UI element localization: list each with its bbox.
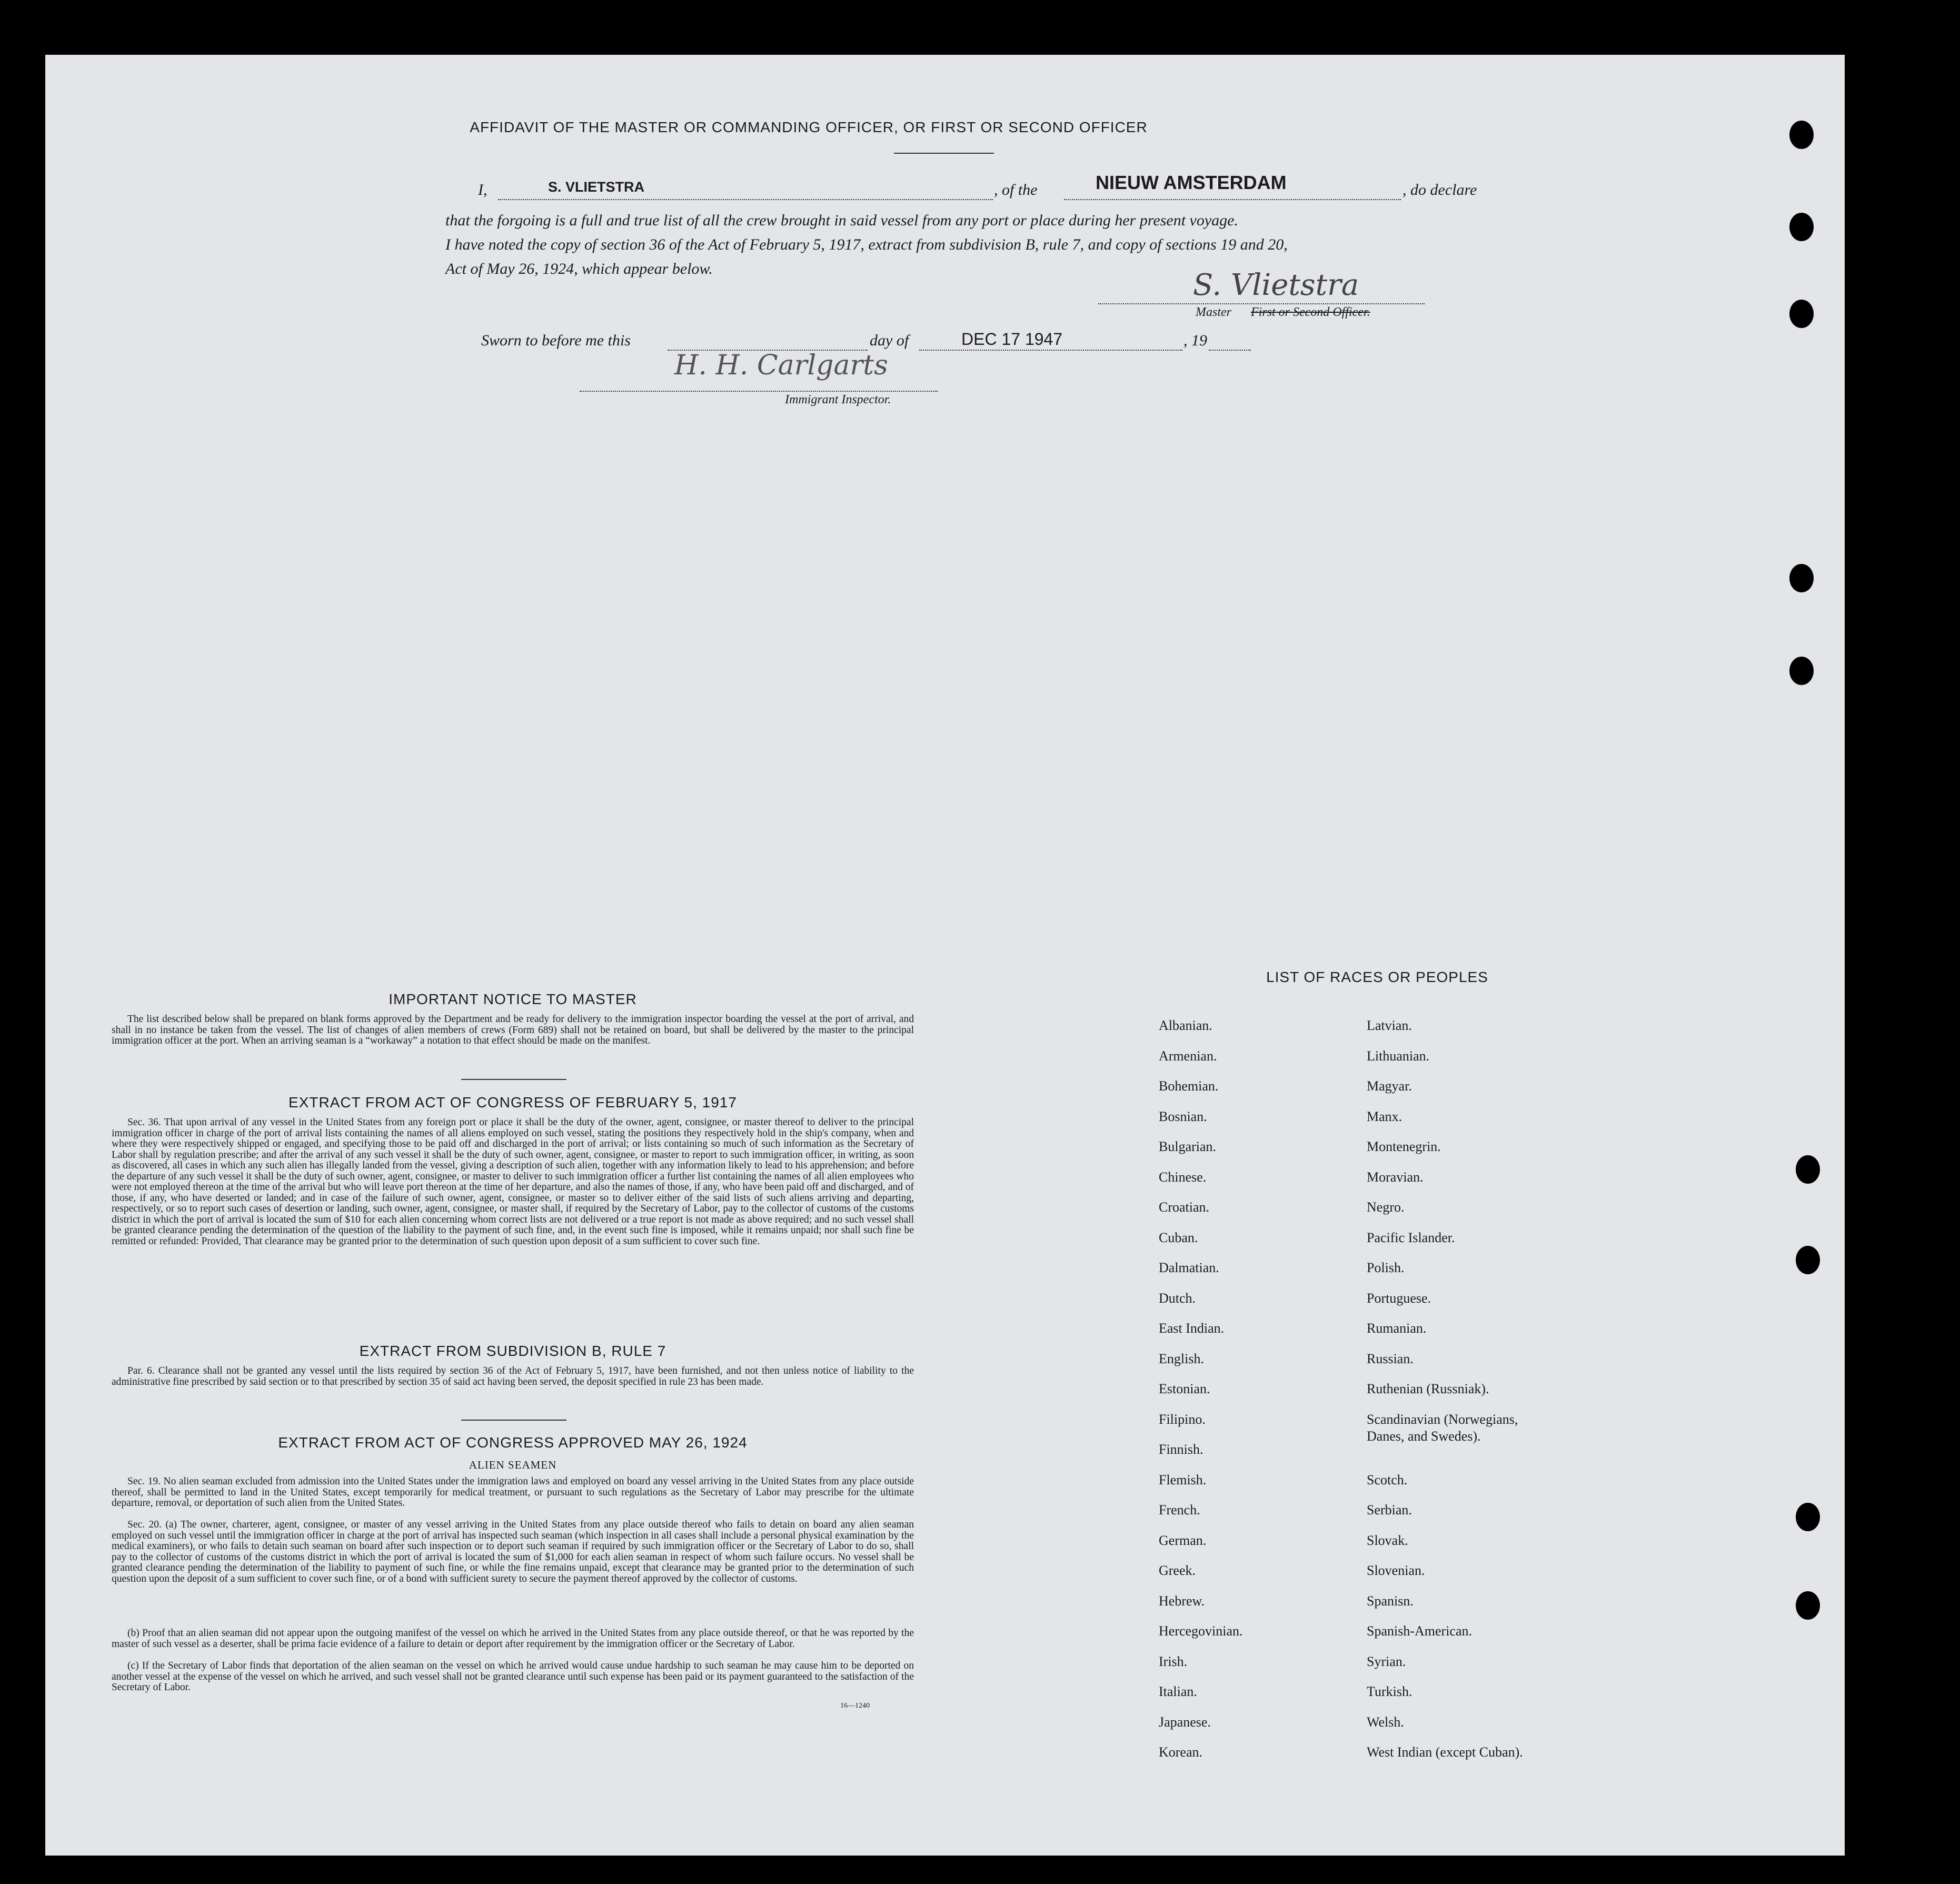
vessel-name: NIEUW AMSTERDAM [1096, 172, 1287, 193]
race-item: Flemish. [1159, 1472, 1207, 1488]
master-label: Master [1196, 305, 1231, 319]
race-item: West Indian (except Cuban). [1367, 1744, 1523, 1760]
punch-hole-icon [1789, 213, 1814, 241]
inspector-signature-line [580, 390, 938, 392]
divider [461, 1420, 566, 1421]
extract-1917-title: EXTRACT FROM ACT OF CONGRESS OF FEBRUARY 5, 1917 [288, 1094, 737, 1110]
race-item: Polish. [1367, 1260, 1405, 1275]
race-item: Hercegovinian. [1159, 1623, 1243, 1639]
race-item: Manx. [1367, 1108, 1402, 1124]
master-signature: S. Vlietstra [1193, 268, 1359, 302]
sworn-date-stamp: DEC 17 1947 [961, 330, 1063, 349]
race-item: Bohemian. [1159, 1078, 1219, 1094]
punch-hole-icon [1796, 1503, 1820, 1531]
inspector-signature: H. H. Carlgarts [674, 350, 888, 381]
extract-1917-text: Sec. 36. That upon arrival of any vessel in the United States from any foreign port or place it shall be the duty of the owner, agent, consignee, or master thereof to deliver to the principal immigration officer in charge of the port of arrival lists containing the names of all aliens employed on such vessel, stating the positions they respectively hold in the ship's company, when and where they were respectively shipped or engaged, and specifying those to be paid off and discharged in the port of arrival; or lists containing so much of such information as the Secretary of Labor shall by regulation prescribe; and after the arrival of any such vessel it shall be the duty of such owner, agent, consignee, or master to report to such immigration officer, in writing, as soon as discovered, all cases in which any such alien has illegally landed from the vessel, giving a description of such alien, together with any information likely to lead to his apprehension; and before the departure of any such vessel it shall be the duty of such owner, agent, consignee, or master to deliver to such immigration officer a further list containing the names of all alien employees who were not employed thereon at the time of the arrival but who will leave port thereon at the time of her departure, and also the names of those, if any, who have been paid off and discharged, and of those, if any, who have deserted or landed; and in case of the failure of such owner, agent, consignee, or master so to deliver either of the said lists of such aliens arriving and departing, respectively, or so to report such cases of desertion or landing, such owner, agent, consignee, or master shall, if required by the Secretary of Labor, pay to the collector of customs of the customs district in which the port of arrival is located the sum of $10 for each alien concerning whom correct lists are not delivered or a true report is not made as above required; and no such vessel shall be granted clearance pending the determination of the question of the liability to the payment of such fine, and, in the event such fine is imposed, while it remains unpaid; nor shall such fine be remitted or refunded: Provided, That clearance may be granted prior to the determination of such question upon deposit of a sum sufficient to cover such fine. [112, 1117, 914, 1247]
race-item: Bulgarian. [1159, 1139, 1217, 1154]
race-item: Rumanian. [1367, 1321, 1427, 1336]
affidavit-of-the: , of the [994, 181, 1038, 199]
extract-rule7-text: Par. 6. Clearance shall not be granted any vessel until the lists required by section 36 of the Act of February 5, 1917, have been furnished, and not then unless notice of liability to the administrative fine prescribed by said section or to that prescribed by section 35 of said act having been served, the deposit specified in rule 23 has been made. [112, 1365, 914, 1387]
section-20a-text: Sec. 20. (a) The owner, charterer, agent, consignee, or master of any vessel arriving in the United States from any place outside thereof who fails to detain on board any alien seaman employed on such vessel until the immigration officer in charge at the port of arrival has inspected such seaman (which inspection in all cases shall include a personal physical examination by the medical examiners), or who fails to detain such seaman on board after such inspection or to deport such seaman if required by such immigration officer or the Secretary of Labor to do so, shall pay to the collector of customs of the customs district in which the port of arrival is located the sum of $1,000 for each alien seaman in respect of whom such failure occurs. No vessel shall be granted clearance pending the determination of the liability to payment of such fine, or while the fine remains unpaid, except that clearance may be granted prior to the determination of such question upon the deposit of a sum sufficient to cover such fine, or of a bond with sufficient surety to secure the payment thereof approved by the collector of customs. [112, 1519, 914, 1584]
master-name: S. VLIETSTRA [548, 179, 645, 195]
affidavit-line-3: I have noted the copy of section 36 of the Act of February 5, 1917, extract from subdivision B, rule 7, and copy of sections 19 and 20, [445, 236, 1288, 253]
punch-hole-icon [1796, 1155, 1820, 1184]
section-20b-text: (b) Proof that an alien seaman did not appear upon the outgoing manifest of the vessel on which he arrived in the United States from any place outside thereof, or that he was reported by the master of such vessel as a deserter, shall be prima facie evidence of a failure to detain or deport after requirement by the immigration officer or the Secretary of Labor. [112, 1628, 914, 1650]
race-item: Spanish-American. [1367, 1623, 1473, 1639]
vessel-name-field [1064, 172, 1401, 200]
race-item: Slovenian. [1367, 1563, 1425, 1578]
punch-hole-icon [1789, 121, 1814, 149]
signature-line [1098, 302, 1425, 304]
race-item: Irish. [1159, 1653, 1188, 1669]
year-field [1209, 334, 1251, 351]
race-item: Korean. [1159, 1744, 1203, 1760]
race-item: Slovak. [1367, 1532, 1408, 1548]
race-item: Lithuanian. [1367, 1048, 1430, 1064]
extract-rule7-title: EXTRACT FROM SUBDIVISION B, RULE 7 [359, 1343, 666, 1359]
race-item: Syrian. [1367, 1653, 1406, 1669]
day-of-label: day of [870, 332, 909, 349]
master-name-field [498, 179, 993, 200]
race-item: Moravian. [1367, 1169, 1424, 1185]
race-item: Spanisn. [1367, 1593, 1414, 1609]
extract-1924-subtitle: ALIEN SEAMEN [469, 1459, 557, 1471]
notice-title: IMPORTANT NOTICE TO MASTER [389, 991, 637, 1007]
divider [894, 153, 994, 154]
punch-hole-icon [1796, 1591, 1820, 1620]
section-19-text: Sec. 19. No alien seaman excluded from admission into the United States under the immigration laws and employed on board any vessel arriving in the United States from any place outside thereof, shall be permitted to land in the United States, except temporarily for medical treatment, or pursuant to such regulations as the Secretary of Labor may prescribe for the ultimate departure, removal, or deportation of such alien from the United States. [112, 1476, 914, 1509]
affidavit-title: AFFIDAVIT OF THE MASTER OR COMMANDING OFFICER, OR FIRST OR SECOND OFFICER [470, 119, 1148, 135]
race-item: Cuban. [1159, 1229, 1198, 1245]
year-prefix: , 19 [1183, 332, 1207, 349]
divider [461, 1079, 566, 1080]
race-item: Turkish. [1367, 1684, 1412, 1699]
race-item: French. [1159, 1502, 1200, 1518]
race-item: English. [1159, 1351, 1204, 1366]
race-item: Dutch. [1159, 1290, 1196, 1306]
affidavit-line-2: that the forgoing is a full and true list of all the crew brought in said vessel from any port or place during her present voyage. [445, 212, 1238, 229]
sworn-label: Sworn to before me this [481, 332, 631, 349]
form-page [45, 55, 1845, 1856]
punch-hole-icon [1796, 1246, 1820, 1274]
race-item: Welsh. [1367, 1714, 1404, 1730]
race-item: Negro. [1367, 1199, 1405, 1215]
races-title: LIST OF RACES OR PEOPLES [1266, 969, 1488, 985]
punch-hole-icon [1789, 300, 1814, 328]
race-item: Ruthenian (Russniak). [1367, 1381, 1489, 1396]
race-item: Albanian. [1159, 1018, 1212, 1033]
race-item: Magyar. [1367, 1078, 1412, 1094]
extract-1924-title: EXTRACT FROM ACT OF CONGRESS APPROVED MAY 26, 1924 [278, 1434, 748, 1451]
race-item: Serbian. [1367, 1502, 1412, 1518]
inspector-label: Immigrant Inspector. [785, 393, 891, 406]
race-item: Japanese. [1159, 1714, 1211, 1730]
form-number: 16—1240 [840, 1702, 870, 1710]
race-item: Chinese. [1159, 1169, 1207, 1185]
race-item: Estonian. [1159, 1381, 1210, 1396]
race-item: German. [1159, 1532, 1207, 1548]
affidavit-prefix: I, [478, 181, 487, 199]
race-item: Latvian. [1367, 1018, 1412, 1033]
race-item: Hebrew. [1159, 1593, 1205, 1609]
section-20c-text: (c) If the Secretary of Labor finds that deportation of the alien seaman on the vessel on which he arrived would cause undue hardship to such seaman he may cause him to be deported on another vessel at the expense of the vessel on which he arrived, and such vessel shall not be granted clearance until such expense has been paid or its payment guaranteed to the satisfaction of the Secretary of Labor. [112, 1660, 914, 1693]
race-item: Scotch. [1367, 1472, 1408, 1488]
race-item: Russian. [1367, 1351, 1414, 1366]
race-item: Armenian. [1159, 1048, 1217, 1064]
race-item: Scandinavian (Norwegians, Danes, and Swedes). [1367, 1411, 1518, 1444]
race-item: Pacific Islander. [1367, 1229, 1455, 1245]
affidavit-do-declare: , do declare [1402, 181, 1477, 199]
punch-hole-icon [1789, 657, 1814, 685]
race-item: East Indian. [1159, 1321, 1225, 1336]
race-item: Dalmatian. [1159, 1260, 1219, 1275]
race-item: Finnish. [1159, 1442, 1203, 1457]
race-item: Filipino. [1159, 1411, 1206, 1427]
race-item: Croatian. [1159, 1199, 1210, 1215]
struck-officer-label: First or Second Officer. [1251, 305, 1370, 319]
sworn-date-field [919, 330, 1182, 351]
sworn-day-field [668, 334, 868, 351]
race-item: Portuguese. [1367, 1290, 1431, 1306]
notice-text: The list described below shall be prepared on blank forms approved by the Department and be ready for delivery to the immigration inspector boarding the vessel at the port of arrival, and shall in no instance be taken from the vessel. The list of changes of alien members of crews (Form 689) shall not be retained on board, but shall be delivered by the master to the principal immigration officer at the port. When an arriving seaman is a “workaway” a notation to that effect should be made on the manifest. [112, 1014, 914, 1046]
affidavit-line-4: Act of May 26, 1924, which appear below. [445, 260, 713, 277]
punch-hole-icon [1789, 564, 1814, 592]
race-item: Italian. [1159, 1684, 1197, 1699]
race-item: Bosnian. [1159, 1108, 1207, 1124]
race-item: Montenegrin. [1367, 1139, 1441, 1154]
race-item: Greek. [1159, 1563, 1196, 1578]
